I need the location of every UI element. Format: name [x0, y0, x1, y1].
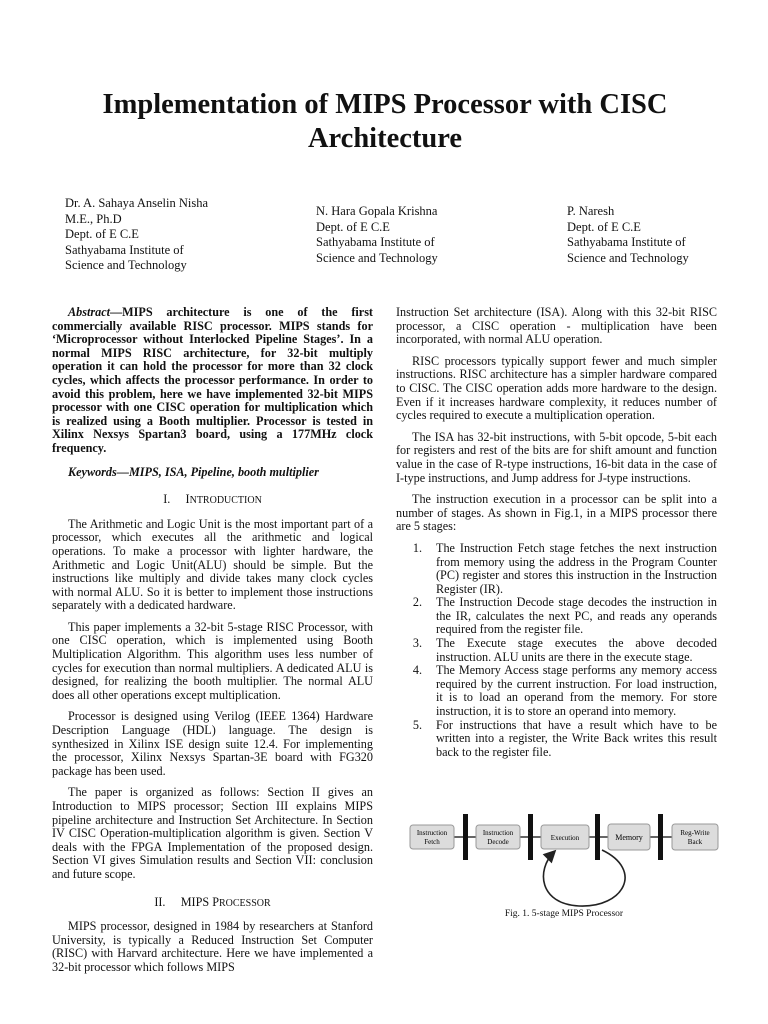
- paragraph: MIPS processor, designed in 1984 by researchers at Stanford University, is typically a Reduced Instruction Set Computer (RISC) with Harvard architecture. Here we have implemented a 32-bit processor which follows MIPS: [52, 919, 373, 974]
- pipeline-diagram: [404, 800, 724, 910]
- section-heading-mips-processor: [52, 896, 373, 911]
- stage-label: Back: [687, 838, 703, 846]
- figure-caption: Fig. 1. 5-stage MIPS Processor: [504, 909, 624, 919]
- title-line-2: Architecture: [307, 123, 463, 154]
- paragraph: The Arithmetic and Logic Unit is the most important part of a processor, which executes all the arithmetic and logical operations. To make a processor with lighter hardware, the Arithmetic and Logic Unit(ALU) should be simple. But the instructions like multiply and divide takes many clock cycles with normal ALU. So it is better to implement those instructions separately with a dedicated hardware.: [52, 516, 373, 613]
- list-item: [396, 596, 717, 637]
- section-title-rest: NTRODUCTION: [189, 495, 262, 507]
- pipeline-register: [595, 814, 600, 860]
- section-title-initial: I: [185, 492, 190, 507]
- list-text: The Memory Access stage performs any memory access required by the current instruction. For load instruction, it is to load an operand from the memory. For store instruction, it is to store an operand into memory.: [436, 663, 717, 719]
- section-heading-introduction: [52, 493, 373, 508]
- pipeline-register: [528, 814, 533, 860]
- stage-label: Instruction: [416, 829, 448, 837]
- list-number: 1.: [412, 540, 422, 555]
- paragraph: Processor is designed using Verilog (IEEE 1364) Hardware Description Language (HDL) language. The design is synthesized in Xilinx ISE design suite 12.4. For implementing the processor, Xilinx Nexsys Spartan-3E board with FG320 package has been used.: [52, 709, 373, 778]
- pipeline-register: [463, 814, 468, 860]
- stage-label: Memory: [615, 833, 643, 842]
- section-title-initial: MIPS P: [180, 894, 219, 909]
- author-1: Dr. A. Sahaya Anselin Nisha M.E., Ph.D Dept. of E C.E Sathyabama Institute of Science and Technology: [65, 196, 209, 272]
- list-item: [396, 719, 717, 760]
- keywords: Keywords—MIPS, ISA, Pipeline, booth multiplier: [68, 464, 319, 479]
- paragraph: RISC processors typically support fewer and much simpler instructions. RISC architecture has a simpler hardware compared to CISC. The CISC operation adds more hardware to the design. Even if it increases hardware complexity, it reduces number of cycles required to execute a multiplication operation.: [396, 353, 717, 423]
- abstract: [52, 306, 373, 456]
- list-number: 4.: [412, 663, 422, 678]
- paper-title: [60, 88, 710, 156]
- right-column: [396, 306, 717, 767]
- list-number: 5.: [412, 717, 422, 732]
- stage-box-writeback: [672, 824, 718, 850]
- stage-label: Instruction: [482, 829, 514, 837]
- author-2: N. Hara Gopala Krishna Dept. of E C.E Sathyabama Institute of Science and Technology: [316, 204, 438, 265]
- paragraph: The paper is organized as follows: Section II gives an Introduction to MIPS processor; Section III explains MIPS pipeline architecture and Instruction Set Architecture. In Section IV CISC Operation-multiplication algorithm is given. Section V deals with the FPGA Implementation of the proposed design. Section VI gives Simulation results and Section VII: conclusion and future scope.: [52, 785, 373, 881]
- list-item: [396, 542, 717, 596]
- paragraph: This paper implements a 32-bit 5-stage RISC Processor, with one CISC operation, which is implemented using Booth Multiplication Algorithm. This algorithm uses less number of cycles for execution than normal multipliers. A dedicated ALU is designed, for realizing the booth multiplier. The normal ALU does all other operations except multiplication.: [52, 619, 373, 702]
- list-number: 2.: [412, 595, 422, 610]
- stage-label: Execution: [550, 834, 580, 842]
- pipeline-register: [658, 814, 663, 860]
- paragraph: Instruction Set architecture (ISA). Along with this 32-bit RISC processor, a CISC operation - multiplication have been incorporated, with normal ALU operation.: [396, 305, 717, 347]
- list-item: [396, 637, 717, 664]
- section-title-rest: ROCESSOR: [219, 897, 271, 909]
- stage-label: Reg-Write: [680, 829, 710, 837]
- list-text: For instructions that have a result which have to be written into a register, the Write Back writes this result back to the register file.: [436, 717, 717, 759]
- author-3: P. Naresh Dept. of E C.E Sathyabama Institute of Science and Technology: [567, 204, 689, 265]
- abstract-text: —MIPS architecture is one of the first commercially available RISC processor. MIPS stands for ‘Microprocessor without Interlocked Pipeline Stages’. In a normal MIPS RISC architecture, for 32-bit multiply operation it can hold the processor for more than 32 clock cycles, which affects the processor performance. In order to avoid this problem, here we have implemented 32-bit MIPS processor with one CISC operation for multiplication which is realized using a Booth multiplier. Processor is tested in Xilinx Nexsys Spartan3 board, using a 177MHz clock frequency.: [52, 305, 373, 455]
- abstract-label: Abstract: [68, 305, 110, 319]
- loop-arrow: [543, 850, 625, 906]
- list-text: The Execute stage executes the above decoded instruction. ALU units are there in the execute stage.: [436, 636, 717, 664]
- left-column: [52, 306, 373, 983]
- pipeline-figure: [404, 800, 724, 910]
- paragraph: The instruction execution in a processor can be split into a number of stages. As shown in Fig.1, in a MIPS processor there are 5 stages:: [396, 492, 717, 534]
- stage-label: Fetch: [424, 838, 440, 846]
- section-number: II.: [154, 894, 166, 909]
- stage-label: Decode: [487, 838, 509, 846]
- stages-list: [396, 542, 717, 760]
- list-text: The Instruction Fetch stage fetches the next instruction from memory using the address in the Program Counter (PC) register and stores this instruction in the Instruction Register (IR).: [436, 540, 717, 596]
- list-number: 3.: [412, 636, 422, 651]
- section-number: I.: [163, 492, 171, 507]
- list-item: [396, 664, 717, 718]
- title-line-1: Implementation of MIPS Processor with CISC: [102, 89, 668, 120]
- paragraph: The ISA has 32-bit instructions, with 5-bit opcode, 5-bit each for registers and rest of the bits are for shift amount and function value in the case of R-type instructions, 16-bit data in the case of I-type instructions, and Jump address for J-type instructions.: [396, 429, 717, 485]
- list-text: The Instruction Decode stage decodes the instruction in the IR, calculates the next PC, and reads any operands required from the register file.: [436, 595, 717, 637]
